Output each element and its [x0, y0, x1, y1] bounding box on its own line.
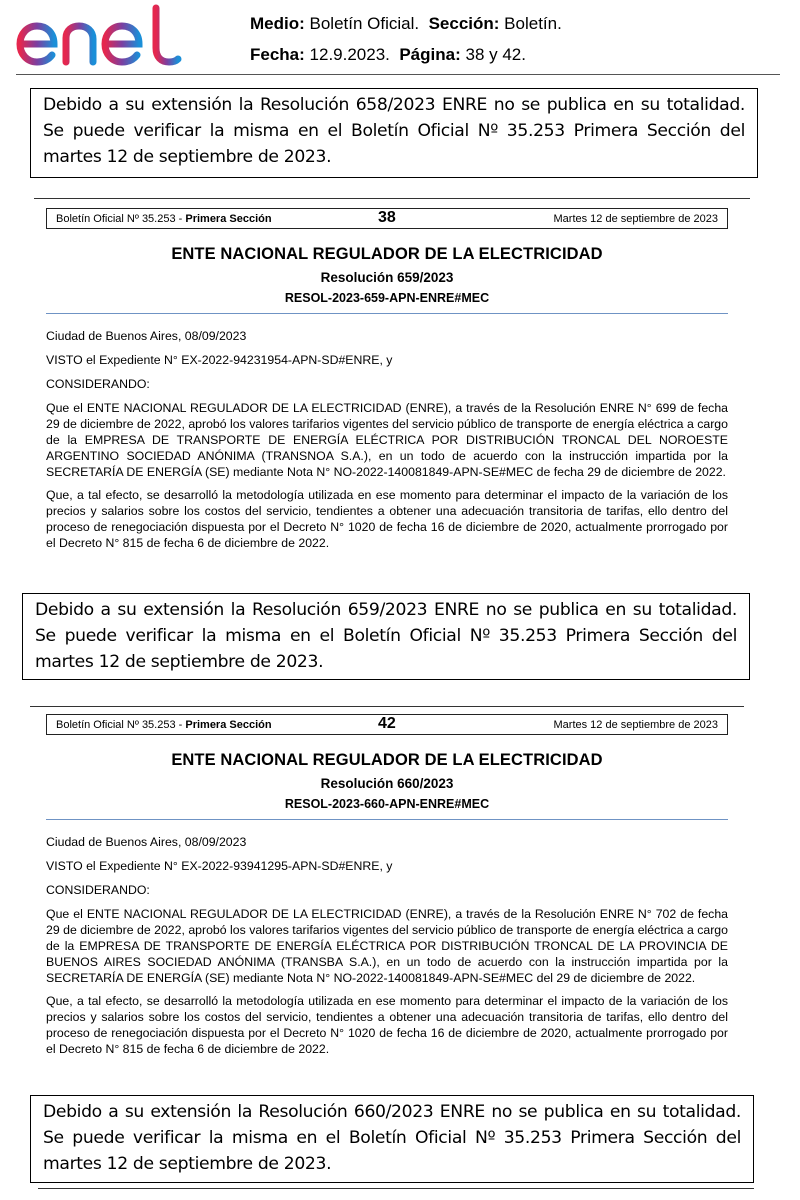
seccion-value: Boletín.: [504, 14, 562, 33]
organization-title: ENTE NACIONAL REGULADOR DE LA ELECTRICIDAD: [171, 245, 603, 263]
medio-value: Boletín Oficial.: [309, 14, 420, 33]
considerando-heading: CONSIDERANDO:: [46, 883, 150, 897]
city-date: Ciudad de Buenos Aires, 08/09/2023: [46, 835, 247, 849]
title-underline: [46, 313, 728, 314]
bulletin-page-number: 38: [378, 209, 396, 226]
medio-label: Medio:: [250, 14, 305, 33]
resolution-body: [46, 328, 728, 551]
resolution-code: RESOL-2023-659-APN-ENRE#MEC: [284, 291, 490, 305]
pagina-label: Página:: [399, 45, 461, 64]
visto-paragraph: VISTO el Expediente N° EX-2022-94231954-APN-SD#ENRE, y: [46, 353, 393, 367]
notice-box-658: Debido a su extensión la Resolución 658/2023 ENRE no se publica en su totalidad. Se puede verificar la misma en el Boletín Oficial Nº 35.253 Primera Sección del martes 12 de septiembre de 2023.: [30, 88, 758, 178]
city-date: Ciudad de Buenos Aires, 08/09/2023: [46, 329, 247, 343]
notice-box-660: Debido a su extensión la Resolución 660/2023 ENRE no se publica en su totalidad. Se puede verificar la misma en el Boletín Oficial Nº 35.253 Primera Sección del martes 12 de septiembre de 2023.: [30, 1095, 754, 1183]
resolution-code: RESOL-2023-660-APN-ENRE#MEC: [284, 797, 490, 811]
section-divider: [34, 198, 750, 199]
notice-box-659: Debido a su extensión la Resolución 659/2023 ENRE no se publica en su totalidad. Se puede verificar la misma en el Boletín Oficial Nº 35.253 Primera Sección del martes 12 de septiembre de 2023.: [22, 593, 750, 680]
paragraph-1: Que el ENTE NACIONAL REGULADOR DE LA ELECTRICIDAD (ENRE), a través de la Resolución ENRE N° 699 de fecha 29 de diciembre de 2022, aprobó los valores tarifarios vigentes del servicio público de transporte de energía eléctrica a cargo de la EMPRESA DE TRANSPORTE DE ENERGÍA ELÉCTRICA POR DISTRIBUCIÓN TRONCAL DEL NOROESTE ARGENTINO SOCIEDAD ANÓNIMA (TRANSNOA S.A.), en un todo de acuerdo con la instrucción impartida por la SECRETARÍA DE ENERGÍA (SE) mediante Nota N° NO-2022-140081849-APN-SE#MEC de fecha 29 de diciembre de 2022.: [46, 401, 728, 479]
bulletin-header: [46, 208, 728, 229]
seccion-label: Sección:: [428, 14, 500, 33]
resolution-body: [46, 834, 728, 1057]
bulletin-excerpt-659: [46, 208, 728, 558]
meta-line-2: [250, 39, 562, 70]
bulletin-header: [46, 714, 728, 735]
header-divider: [16, 74, 780, 75]
resolution-title: Resolución 660/2023: [320, 776, 454, 791]
section-divider: [38, 1188, 754, 1189]
meta-line-1: [250, 8, 562, 39]
title-underline: [46, 819, 728, 820]
bulletin-issue: Boletín Oficial Nº 35.253 - Primera Sección: [56, 213, 272, 225]
document-meta: [250, 8, 562, 70]
paragraph-1: Que el ENTE NACIONAL REGULADOR DE LA ELECTRICIDAD (ENRE), a través de la Resolución ENRE N° 702 de fecha 29 de diciembre de 2022, aprobó los valores tarifarios vigentes del servicio público de transporte de energía eléctrica a cargo de la EMPRESA DE TRANSPORTE DE ENERGÍA ELÉCTRICA POR DISTRIBUCIÓN TRONCAL DE LA PROVINCIA DE BUENOS AIRES SOCIEDAD ANÓNIMA (TRANSBA S.A.), en un todo de acuerdo con la instrucción impartida por la SECRETARÍA DE ENERGÍA (SE) mediante Nota N° NO-2022-140081849-APN-SE#MEC del 29 de diciembre de 2022.: [46, 907, 728, 985]
pagina-value: 38 y 42.: [465, 45, 526, 64]
bulletin-page-number: 42: [378, 715, 396, 732]
paragraph-2: Que, a tal efecto, se desarrolló la metodología utilizada en ese momento para determinar el impacto de la variación de los precios y salarios sobre los costos del servicio, tendientes a obtener una adecuación transitoria de tarifas, ello dentro del proceso de renegociación dispuesta por el Decreto N° 1020 de fecha 16 de diciembre de 2020, actualmente prorrogado por el Decreto N° 815 de fecha 6 de diciembre de 2022.: [46, 488, 728, 550]
resolution-title: Resolución 659/2023: [320, 270, 454, 285]
visto-paragraph: VISTO el Expediente N° EX-2022-93941295-APN-SD#ENRE, y: [46, 859, 393, 873]
enel-logo: [16, 4, 184, 66]
bulletin-date: Martes 12 de septiembre de 2023: [553, 719, 718, 731]
bulletin-date: Martes 12 de septiembre de 2023: [553, 213, 718, 225]
organization-title: ENTE NACIONAL REGULADOR DE LA ELECTRICIDAD: [171, 751, 603, 769]
bulletin-issue: Boletín Oficial Nº 35.253 - Primera Sección: [56, 719, 272, 731]
bulletin-excerpt-660: [46, 714, 728, 1064]
fecha-value: 12.9.2023.: [309, 45, 390, 64]
considerando-heading: CONSIDERANDO:: [46, 377, 150, 391]
paragraph-2: Que, a tal efecto, se desarrolló la metodología utilizada en ese momento para determinar el impacto de la variación de los precios y salarios sobre los costos del servicio, tendientes a obtener una adecuación transitoria de tarifas, ello dentro del proceso de renegociación dispuesta por el Decreto N° 1020 de fecha 16 de diciembre de 2020, actualmente prorrogado por el Decreto N° 815 de fecha 6 de diciembre de 2022.: [46, 994, 728, 1056]
fecha-label: Fecha:: [250, 45, 305, 64]
section-divider: [30, 706, 744, 707]
